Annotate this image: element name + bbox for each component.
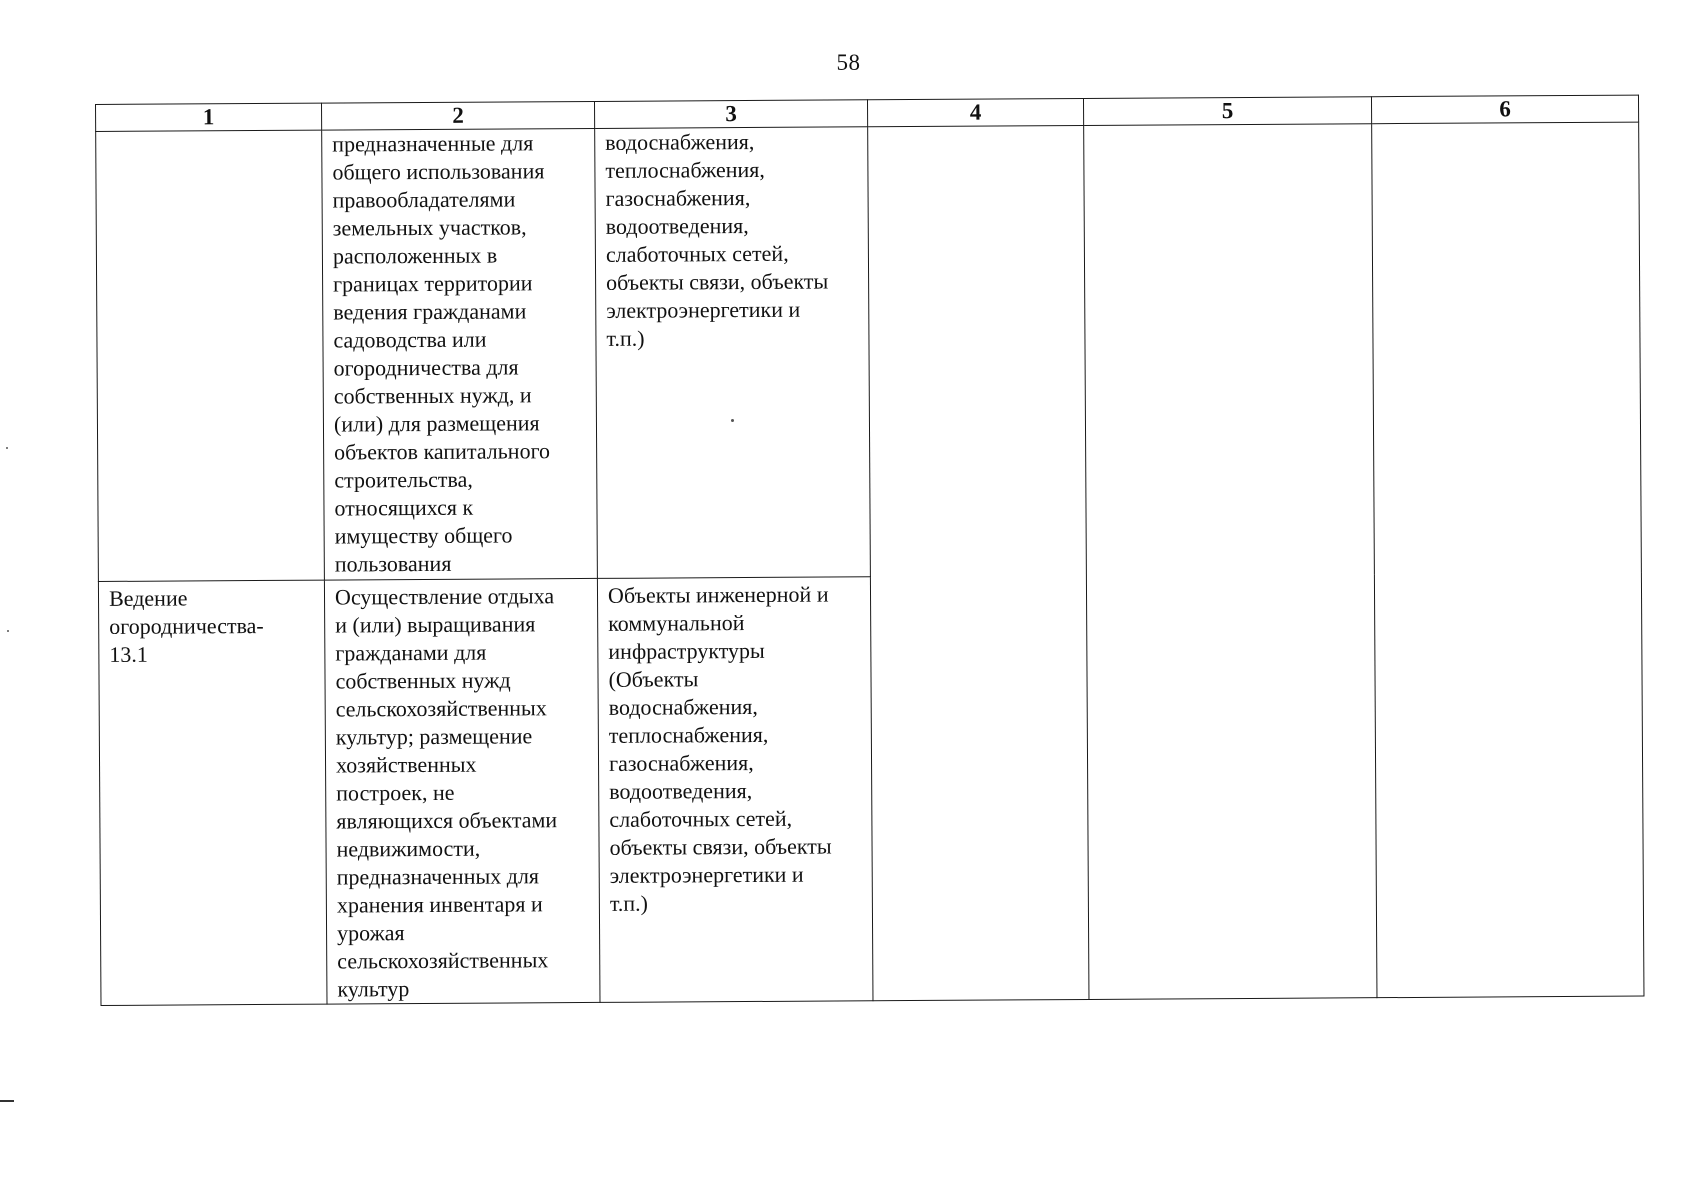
page-number: 58 <box>836 50 861 75</box>
cell-text <box>878 129 1073 130</box>
table-cell <box>1084 124 1377 1000</box>
table-cell <box>98 580 327 1005</box>
cell-text: Ведение огородничества- 13.1 <box>108 585 264 667</box>
cell-text: водоснабжения, теплоснабжения, газоснабжения, водоотведения, слаботочных сетей, объекты связи, объекты электроэнергетики и т.п.) <box>605 128 829 351</box>
column-header-2: 2 <box>321 101 594 130</box>
table-cell <box>96 130 325 581</box>
scan-speck <box>731 419 734 422</box>
cell-text <box>1382 126 1628 128</box>
land-use-table <box>95 95 1644 1006</box>
scan-speck <box>7 630 9 632</box>
column-header-4: 4 <box>867 98 1083 126</box>
column-header-6: 6 <box>1371 95 1638 124</box>
column-header-3: 3 <box>594 100 867 129</box>
column-header-1: 1 <box>96 103 322 131</box>
cell-text: Осуществление отдыха и (или) выращивания гражданами для собственных нужд сельскохозяйственных культур; размещение хозяйственных построек, не являющихся объектами недвижимости, предназначенных для хранения инвентаря и урожая сельскохозяйственных культур <box>334 583 558 1002</box>
table-cell <box>595 127 871 579</box>
scan-speck <box>6 447 8 449</box>
cell-text: Объекты инженерной и коммунальной инфраструктуры (Объекты водоснабжения, теплоснабжения, газоснабжения, водоотведения, слаботочных сетей, объекты связи, объекты электроэнергетики и т.п.) <box>607 581 832 916</box>
table-cell <box>597 577 873 1003</box>
table-cell <box>324 578 600 1004</box>
table-cell <box>1372 122 1644 998</box>
cell-text <box>1094 127 1361 129</box>
table-cell <box>322 128 598 580</box>
table-cell <box>868 125 1089 1000</box>
cell-text <box>106 131 311 132</box>
table-row <box>96 122 1642 581</box>
margin-mark <box>0 1100 14 1102</box>
column-header-5: 5 <box>1083 97 1371 126</box>
cell-text: предназначенные для общего использования правообладателями земельных участков, расположенных в границах территории ведения гражданами садоводства или огородничества для собственных нужд, и (или) для размещения объектов капитального строительства, относящихся к имуществу общего пользования <box>332 130 551 577</box>
